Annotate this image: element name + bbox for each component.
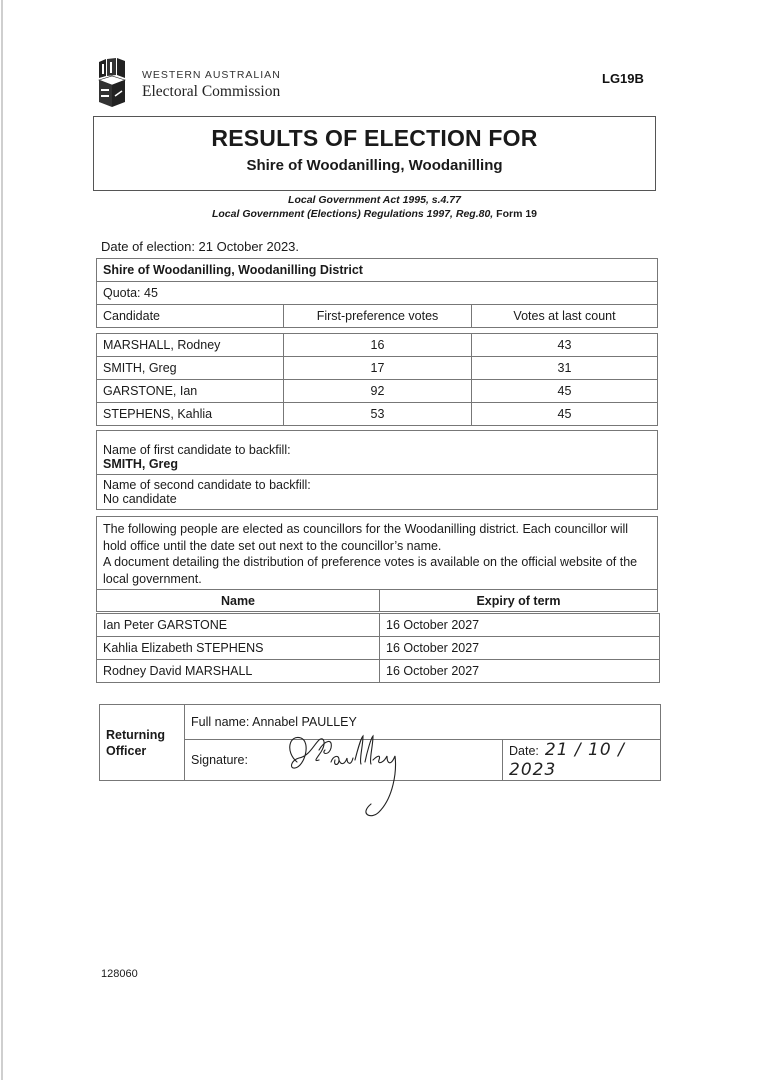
second-backfill-label: Name of second candidate to backfill: [103,478,311,492]
table-row [97,357,658,380]
first-backfill [97,431,658,475]
elected-councillors-header [96,516,658,612]
term-expiry: 16 October 2027 [380,660,660,683]
org-line-2: Electoral Commission [142,82,281,100]
elected-intro-paragraph-1: The following people are elected as councillors for the Woodanilling district. Each councillor will hold office until the date set out next to the councillor’s name. [103,522,629,553]
results-column-headers [97,305,658,328]
second-backfill-value: No candidate [103,492,177,506]
form-code: LG19B [602,71,644,86]
first-backfill-value: SMITH, Greg [103,457,179,471]
second-backfill [97,475,658,510]
date-label: Date: [509,744,539,758]
last-count-votes: 45 [472,380,658,403]
last-count-votes: 45 [472,403,658,426]
legal-reference-2 [93,208,656,220]
term-expiry: 16 October 2027 [380,637,660,660]
handwritten-signature-icon [275,732,435,822]
title-box [93,116,656,191]
first-preference-votes: 17 [284,357,472,380]
quota: Quota: 45 [97,282,658,305]
election-date: Date of election: 21 October 2023. [101,239,300,254]
table-row [97,380,658,403]
date-cell [503,740,661,781]
table-row [97,334,658,357]
table-row [97,403,658,426]
candidate-name: MARSHALL, Rodney [97,334,284,357]
signature-label: Signature: [191,753,248,767]
first-backfill-label: Name of first candidate to backfill: [103,443,291,457]
results-header-table [96,258,658,328]
councillor-name: Rodney David MARSHALL [97,660,380,683]
elected-intro-text [97,517,658,590]
first-preference-votes: 92 [284,380,472,403]
returning-officer-full-name: Full name: Annabel PAULLEY [185,705,661,740]
district-name: Shire of Woodanilling, Woodanilling District [97,259,658,282]
column-header-expiry: Expiry of term [380,590,658,612]
signature-cell [185,740,503,781]
org-line-1: WESTERN AUSTRALIAN [142,69,281,81]
backfill-table [96,430,658,510]
scan-edge-line [1,0,3,1080]
legal-reference-2-italic: Local Government (Elections) Regulations 1997, Reg.80, [211,208,494,220]
column-header-name: Name [97,590,380,612]
last-count-votes: 43 [472,334,658,357]
returning-officer-table [99,704,661,781]
page-title: RESULTS OF ELECTION FOR [211,125,538,151]
organisation-name [142,70,281,99]
candidate-name: STEPHENS, Kahlia [97,403,284,426]
results-table [96,333,658,426]
column-header-last-count: Votes at last count [472,305,658,328]
returning-officer-label: Returning Officer [100,705,185,781]
column-header-candidate: Candidate [97,305,284,328]
legal-reference-2-form: Form 19 [493,208,537,220]
first-preference-votes: 53 [284,403,472,426]
document-number: 128060 [101,968,138,980]
last-count-votes: 31 [472,357,658,380]
term-expiry: 16 October 2027 [380,614,660,637]
table-row [97,637,660,660]
table-row [97,614,660,637]
column-header-first-preference: First-preference votes [284,305,472,328]
waec-logo-icon [97,58,127,108]
legal-reference-1: Local Government Act 1995, s.4.77 [288,194,461,206]
candidate-name: GARSTONE, Ian [97,380,284,403]
councillor-name: Ian Peter GARSTONE [97,614,380,637]
table-row [97,660,660,683]
page-subtitle: Shire of Woodanilling, Woodanilling [246,157,503,174]
handwritten-date: 21 / 10 / 2023 [509,740,625,780]
candidate-name: SMITH, Greg [97,357,284,380]
councillor-name: Kahlia Elizabeth STEPHENS [97,637,380,660]
elected-intro-paragraph-2: A document detailing the distribution of preference votes is available on the official website of the local government. [103,555,638,586]
first-preference-votes: 16 [284,334,472,357]
elected-councillors-table [96,613,660,683]
